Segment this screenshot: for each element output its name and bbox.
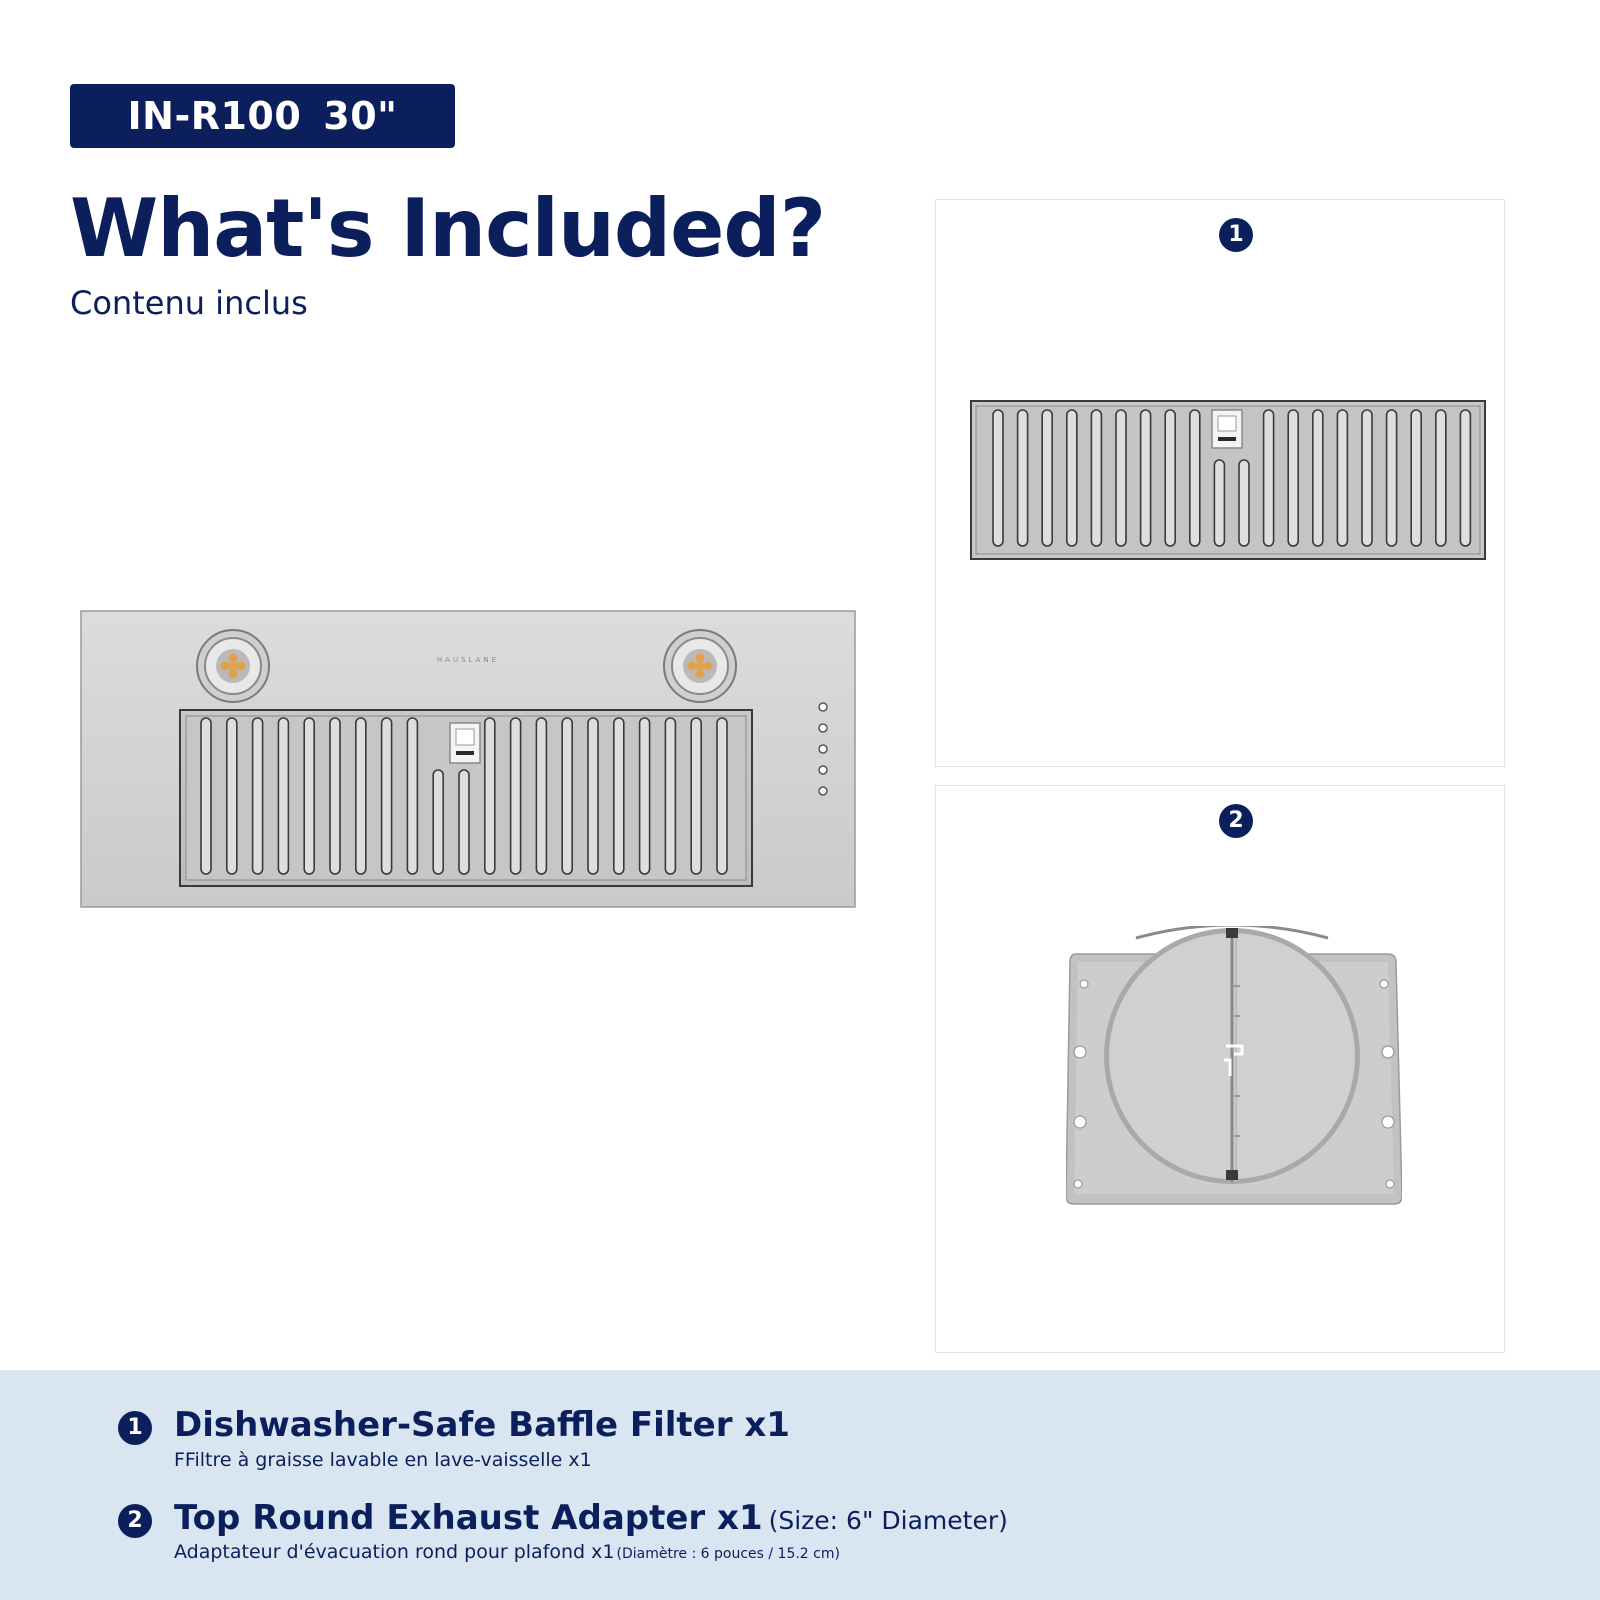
item-card-baffle-filter: [935, 199, 1505, 767]
baffle-slot: [201, 718, 211, 874]
baffle-slot: [1165, 410, 1175, 546]
baffle-slot: [356, 718, 366, 874]
baffle-slot: [511, 718, 521, 874]
item-subtitle-text: Adaptateur d'évacuation rond pour plafond x1: [174, 1541, 615, 1563]
baffle-slot: [330, 718, 340, 874]
baffle-slot: [1239, 460, 1249, 546]
baffle-slot: [1288, 410, 1298, 546]
baffle-slot: [665, 718, 675, 874]
baffle-slot: [1313, 410, 1323, 546]
card-number-badge: 2: [1219, 804, 1253, 838]
baffle-slot: [1116, 410, 1126, 546]
baffle-slot: [1264, 410, 1274, 546]
baffle-filter-image: [970, 400, 1486, 560]
baffle-slot: [691, 718, 701, 874]
model-number: IN-R100: [127, 94, 302, 138]
baffle-slot: [1141, 410, 1151, 546]
baffle-slot: [1042, 410, 1052, 546]
model-badge: [70, 84, 455, 148]
model-size: 30": [323, 94, 398, 138]
baffle-slot: [1337, 410, 1347, 546]
item-title: [174, 1405, 790, 1445]
baffle-slot: [717, 718, 727, 874]
baffle-slot: [614, 718, 624, 874]
baffle-slot: [588, 718, 598, 874]
baffle-slot: [1091, 410, 1101, 546]
baffle-slot: [562, 718, 572, 874]
baffle-slot: [1190, 410, 1200, 546]
hood-brand-logo: HAUSLANE: [436, 656, 500, 664]
item-subtitle-detail: (Diamètre : 6 pouces / 15.2 cm): [616, 1546, 840, 1562]
baffle-slot: [278, 718, 288, 874]
item-card-exhaust-adapter: [935, 785, 1505, 1353]
baffle-slot: [1018, 410, 1028, 546]
exhaust-adapter-image: [1066, 926, 1402, 1216]
baffle-slot: [1067, 410, 1077, 546]
page-title: What's Included?: [70, 182, 826, 275]
item-number-badge: 1: [118, 1411, 152, 1445]
item-number-badge: 2: [118, 1504, 152, 1538]
baffle-slot: [485, 718, 495, 874]
baffle-slot: [304, 718, 314, 874]
baffle-slot: [1214, 460, 1224, 546]
item-subtitle: [174, 1541, 840, 1563]
item-subtitle: FFiltre à graisse lavable en lave-vaisselle x1: [174, 1449, 592, 1471]
baffle-slot: [407, 718, 417, 874]
item-title-text: Dishwasher-Safe Baffle Filter x1: [174, 1405, 790, 1445]
light-right-icon: [664, 630, 736, 702]
baffle-slot: [459, 770, 469, 874]
baffle-slot: [536, 718, 546, 874]
page-subtitle: Contenu inclus: [70, 284, 308, 322]
range-hood-image: [80, 610, 856, 910]
item-size-note: (Size: 6" Diameter): [768, 1506, 1008, 1535]
baffle-slot: [227, 718, 237, 874]
baffle-slot: [253, 718, 263, 874]
baffle-slot: [1436, 410, 1446, 546]
baffle-slot: [640, 718, 650, 874]
baffle-slot: [1387, 410, 1397, 546]
baffle-slot: [1411, 410, 1421, 546]
item-title: [174, 1498, 1008, 1538]
baffle-slot: [382, 718, 392, 874]
card-number-badge: 1: [1219, 218, 1253, 252]
baffle-slot: [433, 770, 443, 874]
baffle-slot: [1362, 410, 1372, 546]
light-left-icon: [197, 630, 269, 702]
baffle-slot: [1460, 410, 1470, 546]
item-title-text: Top Round Exhaust Adapter x1: [174, 1498, 763, 1538]
baffle-slot: [993, 410, 1003, 546]
